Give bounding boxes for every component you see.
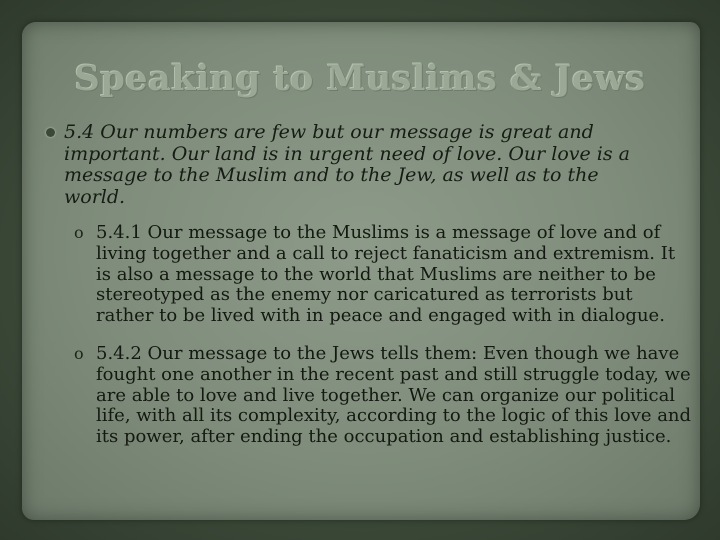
slide-title: Speaking to Muslims & Jews (74, 58, 646, 99)
sub-bullet-2 (74, 344, 694, 448)
main-bullet-text: 5.4 Our numbers are few but our message is great and important. Our land is in urgent need of love. Our love is a message to the Muslim and to the Jew, as well as to the world. (64, 121, 631, 208)
sub-bullet-1 (74, 223, 694, 327)
sub-bullet-2-text: 5.4.2 Our message to the Jews tells them: Even though we have fought one another in the recent past and still struggle today, we are able to love and live together. We can organize our political life, with all its complexity, according to the logic of this love and its power, after ending the occupation and establishing justice. (96, 343, 692, 448)
main-bullet (46, 122, 656, 208)
sub-bullet-marker-icon: o (74, 344, 84, 363)
sub-bullet-marker-icon: o (74, 223, 84, 242)
sub-bullet-1-text: 5.4.1 Our message to the Muslims is a message of love and of living together and a call to reject fanaticism and extremism. It is also a message to the world that Muslims are neither to be stereotyped as the enemy nor caricatured as terrorists but rather to be lived with in peace and engaged with in dialogue. (96, 222, 676, 327)
bullet-dot-icon (46, 128, 55, 137)
